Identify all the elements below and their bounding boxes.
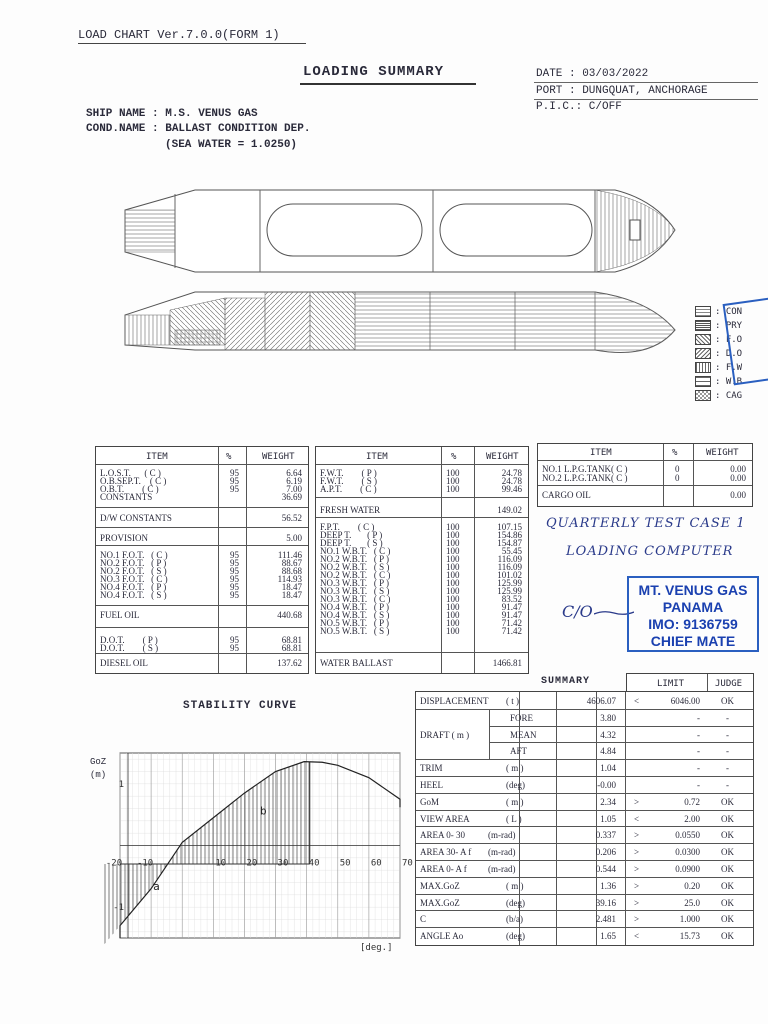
table-cell-weight: 88.68 xyxy=(281,566,302,576)
summary-unit: (m-rad) xyxy=(488,864,516,874)
table-cell-item: NO.2 W.B.T. ( C ) xyxy=(320,570,391,580)
form-label: LOAD CHART Ver.7.0.0(FORM 1) xyxy=(78,28,280,42)
summary-unit: (deg) xyxy=(506,931,525,942)
column-divider xyxy=(489,709,490,759)
table-cell-item: O.B.SEP.T. ( C ) xyxy=(100,476,167,486)
summary-limit: 0.0900 xyxy=(675,864,700,874)
table-cell-item: NO.2 F.O.T. ( P ) xyxy=(100,558,167,568)
diagonal-pattern-icon xyxy=(695,334,711,345)
summary-label: ANGLE Ao xyxy=(420,931,464,942)
y-tick-label: -1 xyxy=(113,903,124,914)
table-cell-pct: 95 xyxy=(230,566,239,576)
summary-judge: OK xyxy=(721,914,734,925)
table-cell-item: NO.3 W.B.T. ( C ) xyxy=(320,594,391,604)
table-cell-pct: 100 xyxy=(446,468,460,478)
row-divider xyxy=(416,860,753,861)
table-cell-pct: 100 xyxy=(446,602,460,612)
summary-unit: ( m ) xyxy=(506,796,524,807)
table-cell-weight: 125.99 xyxy=(497,586,522,596)
legend-item: : CON xyxy=(695,306,742,317)
table-cell-item: NO.3 W.B.T. ( P ) xyxy=(320,578,390,588)
column-header: LIMIT xyxy=(657,679,685,689)
summary-value: 39.16 xyxy=(595,897,616,908)
table-cell-weight: 116.09 xyxy=(497,562,522,572)
summary-judge: - xyxy=(726,729,729,740)
legend-item: : F.W xyxy=(695,362,742,373)
summary-op: > xyxy=(634,847,640,858)
column-header: ITEM xyxy=(366,452,388,462)
table-cell-weight: 68.81 xyxy=(281,635,302,645)
table-cell-item: L.O.S.T. ( C ) xyxy=(100,468,161,478)
table-cargo xyxy=(537,443,753,507)
x-tick-label: -10 xyxy=(136,858,154,869)
checker-pattern-icon xyxy=(695,390,711,401)
summary-limit: 0.0300 xyxy=(675,847,700,858)
summary-value: 0.544 xyxy=(595,864,616,874)
summary-limit: - xyxy=(697,746,700,757)
summary-judge: - xyxy=(726,746,729,757)
table-cell-weight: 6.19 xyxy=(286,476,302,486)
divider xyxy=(534,82,758,83)
table-cell-pct: 95 xyxy=(230,468,239,478)
summary-judge: OK xyxy=(721,796,734,807)
row-divider xyxy=(416,843,753,844)
x-tick-label: -20 xyxy=(105,858,123,869)
column-header: JUDGE xyxy=(715,679,743,689)
table-cell-item: NO.2 L.P.G.TANK( C ) xyxy=(542,473,628,483)
table-cell-item: NO.3 F.O.T. ( C ) xyxy=(100,574,168,584)
x-tick-label: 40 xyxy=(308,858,320,869)
summary-op: > xyxy=(634,880,640,891)
summary-limit: - xyxy=(697,729,700,740)
table-cell-pct: 95 xyxy=(230,590,239,600)
summary-judge: OK xyxy=(721,813,734,824)
row-divider xyxy=(489,742,753,743)
table-cell-pct: 100 xyxy=(446,594,460,604)
summary-unit: (m-rad) xyxy=(488,847,516,858)
table-cell-weight: 24.78 xyxy=(501,476,522,486)
handwritten-note: QUARTERLY TEST CASE 1 xyxy=(546,516,746,531)
summary-label: DISPLACEMENT xyxy=(420,696,489,706)
table-cell-pct: 100 xyxy=(446,554,460,564)
stamp-line: PANAMA xyxy=(662,599,724,615)
table-cell-pct: 95 xyxy=(230,635,239,645)
summary-label: DRAFT ( m ) xyxy=(420,729,470,740)
table-cell-pct: 100 xyxy=(446,546,460,556)
table-cell-pct: 100 xyxy=(446,562,460,572)
date-field: DATE : 03/03/2022 xyxy=(536,68,649,80)
table-cell-item: DIESEL OIL xyxy=(100,658,148,668)
back-diagonal-pattern-icon xyxy=(695,348,711,359)
summary-judge: OK xyxy=(721,897,734,908)
row-divider xyxy=(416,877,753,878)
row-divider xyxy=(416,759,753,760)
chart-title: STABILITY CURVE xyxy=(183,700,298,712)
table-cell-weight: 71.42 xyxy=(501,626,522,636)
table-cell-pct: 100 xyxy=(446,538,460,548)
y-tick-label: 1 xyxy=(118,779,124,790)
table-cell-item: CONSTANTS xyxy=(100,492,153,502)
table-cell-weight: 0.00 xyxy=(730,473,746,483)
table-cell-item: NO.3 W.B.T. ( S ) xyxy=(320,586,390,596)
table-cell-item: D.O.T. ( P ) xyxy=(100,635,158,645)
table-cell-pct: 100 xyxy=(446,578,460,588)
summary-unit: ( L ) xyxy=(506,813,522,824)
row-divider xyxy=(416,776,753,777)
table-cell-item: D/W CONSTANTS xyxy=(100,513,172,523)
summary-value: 1.65 xyxy=(600,931,616,942)
pic-field: P.I.C.: C/OFF xyxy=(536,101,622,113)
summary-sub: AFT xyxy=(510,746,528,757)
table-water xyxy=(315,446,529,674)
table-cell-item: NO.1 L.P.G.TANK( C ) xyxy=(542,464,628,474)
column-header: ITEM xyxy=(146,452,168,462)
summary-label: MAX.GoZ xyxy=(420,880,460,891)
summary-label: TRIM xyxy=(420,763,443,774)
table-cell-pct: 95 xyxy=(230,558,239,568)
table-cell-weight: 107.15 xyxy=(497,522,522,532)
table-cell-pct: 95 xyxy=(230,574,239,584)
summary-value: 0.337 xyxy=(595,830,616,841)
summary-limit: - xyxy=(697,712,700,723)
summary-value: 1.36 xyxy=(600,880,616,891)
x-tick-label: 50 xyxy=(339,858,351,869)
table-cell-weight: 24.78 xyxy=(501,468,522,478)
x-tick-label: 10 xyxy=(215,858,227,869)
grid-pattern-icon xyxy=(695,306,711,317)
table-cell-item: NO.4 F.O.T. ( S ) xyxy=(100,590,167,600)
table-cell-weight: 7.00 xyxy=(286,484,302,494)
table-cell-pct: 100 xyxy=(446,610,460,620)
summary-judge: - xyxy=(726,763,729,774)
table-cell-pct: 0 xyxy=(675,473,680,483)
ship-profile-drawing xyxy=(115,180,685,360)
table-cell-weight: 6.64 xyxy=(286,468,302,478)
ship-name: SHIP NAME : M.S. VENUS GAS xyxy=(86,108,258,120)
y-axis-unit: (m) xyxy=(90,770,107,780)
stamp-line: MT. VENUS GAS xyxy=(638,582,748,598)
table-cell-pct: 100 xyxy=(446,618,460,628)
summary-limit: 25.0 xyxy=(684,897,700,908)
table-constants-oils xyxy=(95,446,309,674)
summary-judge: OK xyxy=(721,931,734,942)
summary-limit: 2.00 xyxy=(684,813,700,824)
table-cell-pct: 0 xyxy=(675,464,680,474)
summary-limit: 1.000 xyxy=(679,914,700,925)
table-cell-pct: 100 xyxy=(446,476,460,486)
divider xyxy=(534,99,758,100)
table-cell-weight: 149.02 xyxy=(497,505,522,515)
horizontal-pattern-icon xyxy=(695,376,711,387)
table-cell-item: CARGO OIL xyxy=(542,490,591,500)
summary-value: 4.84 xyxy=(600,746,616,757)
table-cell-weight: 0.00 xyxy=(730,490,746,500)
stability-chart xyxy=(95,748,415,958)
table-cell-weight: 154.87 xyxy=(497,538,522,548)
legend-item: : CAG xyxy=(695,390,742,401)
officer-stamp xyxy=(627,576,759,652)
row-divider xyxy=(96,627,308,628)
table-cell-weight: 91.47 xyxy=(501,602,522,612)
summary-op: < xyxy=(634,931,640,942)
title-underline xyxy=(300,83,476,85)
table-cell-weight: 99.46 xyxy=(501,484,522,494)
summary-op: > xyxy=(634,897,640,908)
summary-unit: (deg) xyxy=(506,897,525,908)
table-cell-pct: 95 xyxy=(230,476,239,486)
legend-item: : F.O xyxy=(695,334,742,345)
table-cell-weight: 56.52 xyxy=(281,513,302,523)
column-header: % xyxy=(672,448,678,458)
column-divider xyxy=(556,692,557,945)
table-cell-pct: 95 xyxy=(230,484,239,494)
table-cell-item: O.B.T. ( C ) xyxy=(100,484,159,494)
table-cell-item: NO.2 W.B.T. ( P ) xyxy=(320,554,390,564)
table-cell-item: NO.1 W.B.T. ( C ) xyxy=(320,546,391,556)
column-header: % xyxy=(226,452,232,462)
table-cell-weight: 5.00 xyxy=(286,533,302,543)
summary-label: GoM xyxy=(420,796,440,807)
stamp-line: IMO: 9136759 xyxy=(648,616,738,632)
table-cell-pct: 95 xyxy=(230,582,239,592)
table-cell-item: NO.5 W.B.T. ( P ) xyxy=(320,618,390,628)
area-a-label: a xyxy=(153,880,160,893)
table-cell-item: DEEP T. ( P ) xyxy=(320,530,383,540)
table-cell-item: NO.2 F.O.T. ( S ) xyxy=(100,566,167,576)
table-cell-weight: 83.52 xyxy=(501,594,522,604)
summary-value: -0.00 xyxy=(597,780,616,790)
x-axis-label: [deg.] xyxy=(360,943,393,953)
summary-limit: - xyxy=(697,763,700,774)
table-cell-weight: 114.93 xyxy=(277,574,302,584)
table-cell-item: F.W.T. ( P ) xyxy=(320,468,377,478)
row-divider xyxy=(96,605,308,606)
table-cell-item: NO.4 F.O.T. ( P ) xyxy=(100,582,167,592)
table-cell-weight: 91.47 xyxy=(501,610,522,620)
table-cell-item: D.O.T. ( S ) xyxy=(100,643,159,653)
table-cell-item: FRESH WATER xyxy=(320,505,381,515)
row-divider xyxy=(96,545,308,546)
table-cell-item: NO.5 W.B.T. ( S ) xyxy=(320,626,390,636)
stamp-line: CHIEF MATE xyxy=(650,633,736,649)
handwritten-signature: C/O xyxy=(562,602,593,621)
dense-grid-pattern-icon xyxy=(695,320,711,331)
table-cell-weight: 1466.81 xyxy=(492,658,522,668)
table-cell-pct: 100 xyxy=(446,484,460,494)
summary-judge: OK xyxy=(721,696,734,706)
summary-op: < xyxy=(634,813,640,824)
table-cell-pct: 100 xyxy=(446,570,460,580)
summary-unit: (m-rad) xyxy=(488,830,516,841)
column-divider xyxy=(625,692,626,945)
summary-value: 0.206 xyxy=(595,847,616,858)
summary-title: SUMMARY xyxy=(541,676,591,687)
summary-op: > xyxy=(634,914,640,925)
summary-limit: 0.20 xyxy=(684,880,700,891)
row-divider xyxy=(416,894,753,895)
summary-unit: ( t ) xyxy=(506,696,519,706)
x-tick-label: 20 xyxy=(246,858,258,869)
table-cell-item: PROVISION xyxy=(100,533,149,543)
summary-judge: OK xyxy=(721,864,734,874)
summary-value: 3.80 xyxy=(600,712,616,723)
summary-value: 1.04 xyxy=(600,763,616,774)
table-cell-weight: 0.00 xyxy=(730,464,746,474)
summary-judge: OK xyxy=(721,880,734,891)
table-cell-weight: 36.69 xyxy=(281,492,302,502)
table-cell-weight: 101.02 xyxy=(497,570,522,580)
table-cell-weight: 116.09 xyxy=(497,554,522,564)
table-cell-weight: 125.99 xyxy=(497,578,522,588)
summary-label: AREA 0- A f xyxy=(420,864,467,874)
summary-value: 2.481 xyxy=(595,914,616,925)
table-cell-pct: 100 xyxy=(446,522,460,532)
row-divider xyxy=(316,652,528,653)
row-divider xyxy=(416,927,753,928)
summary-value: 4606.07 xyxy=(586,696,616,706)
summary-limit: 6046.00 xyxy=(670,696,700,706)
table-cell-weight: 18.47 xyxy=(281,590,302,600)
form-label-underline xyxy=(78,43,306,44)
summary-limit: 15.73 xyxy=(679,931,700,942)
summary-label: MAX.GoZ xyxy=(420,897,460,908)
table-cell-item: NO.2 W.B.T. ( S ) xyxy=(320,562,390,572)
x-tick-label: 30 xyxy=(277,858,289,869)
table-cell-pct: 100 xyxy=(446,626,460,636)
summary-unit: ( m ) xyxy=(506,880,524,891)
table-cell-weight: 55.45 xyxy=(501,546,522,556)
ship-tank-plan xyxy=(125,292,675,353)
vertical-pattern-icon xyxy=(695,362,711,373)
table-cell-weight: 440.68 xyxy=(277,610,302,620)
table-cell-pct: 95 xyxy=(230,550,239,560)
table-cell-item: FUEL OIL xyxy=(100,610,140,620)
table-cell-item: NO.4 W.B.T. ( S ) xyxy=(320,610,390,620)
summary-table xyxy=(415,691,754,946)
area-b-label: b xyxy=(260,804,267,818)
x-tick-label: 70 xyxy=(402,858,413,869)
sea-water-density: (SEA WATER = 1.0250) xyxy=(165,139,298,151)
row-divider xyxy=(316,517,528,518)
y-axis-label: GoZ xyxy=(90,757,107,767)
summary-label: HEEL xyxy=(420,780,443,790)
row-divider xyxy=(538,485,752,486)
summary-op: > xyxy=(634,864,640,874)
table-cell-item: A.P.T. ( C ) xyxy=(320,484,377,494)
table-cell-item: F.W.T. ( S ) xyxy=(320,476,378,486)
summary-op: > xyxy=(634,830,640,841)
summary-limit: - xyxy=(697,780,700,790)
column-header: ITEM xyxy=(590,448,612,458)
summary-op: < xyxy=(634,696,640,706)
table-cell-pct: 100 xyxy=(446,586,460,596)
summary-sub: FORE xyxy=(510,712,534,723)
legend-item: : D.O xyxy=(695,348,742,359)
summary-op: > xyxy=(634,796,640,807)
summary-judge: - xyxy=(726,780,729,790)
summary-unit: ( m ) xyxy=(506,763,524,774)
port-field: PORT : DUNGQUAT, ANCHORAGE xyxy=(536,85,708,97)
row-divider xyxy=(316,497,528,498)
summary-unit: (deg) xyxy=(506,780,525,790)
summary-sub: MEAN xyxy=(510,729,537,740)
ship-upper-plan xyxy=(125,190,675,272)
row-divider xyxy=(416,793,753,794)
row-divider xyxy=(489,726,753,727)
table-cell-item: NO.4 W.B.T. ( P ) xyxy=(320,602,390,612)
table-cell-weight: 88.67 xyxy=(281,558,302,568)
row-divider xyxy=(416,826,753,827)
column-header: % xyxy=(451,452,457,462)
summary-judge: - xyxy=(726,712,729,723)
row-divider xyxy=(416,910,753,911)
row-divider xyxy=(416,810,753,811)
legend-item: : W.B xyxy=(695,376,742,387)
table-cell-item: NO.1 F.O.T. ( C ) xyxy=(100,550,168,560)
table-cell-weight: 137.62 xyxy=(277,658,302,668)
row-divider xyxy=(96,507,308,508)
summary-value: 1.05 xyxy=(600,813,616,824)
summary-label: C xyxy=(420,914,427,925)
row-divider xyxy=(416,709,753,710)
page-title: LOADING SUMMARY xyxy=(303,64,445,80)
summary-value: 4.32 xyxy=(600,729,616,740)
summary-limit: 0.0550 xyxy=(675,830,700,841)
summary-label: VIEW AREA xyxy=(420,813,470,824)
table-cell-pct: 100 xyxy=(446,530,460,540)
table-cell-weight: 154.86 xyxy=(497,530,522,540)
row-divider xyxy=(96,653,308,654)
table-cell-item: F.P.T. ( C ) xyxy=(320,522,375,532)
table-cell-weight: 111.46 xyxy=(277,550,302,560)
summary-label: AREA 30- A f xyxy=(420,847,472,858)
table-cell-weight: 71.42 xyxy=(501,618,522,628)
summary-judge: OK xyxy=(721,830,734,841)
table-cell-item: DEEP T. ( S ) xyxy=(320,538,383,548)
handwritten-note: LOADING COMPUTER xyxy=(566,544,734,559)
column-header: WEIGHT xyxy=(706,448,739,458)
summary-label: AREA 0- 30 xyxy=(420,830,465,841)
x-tick-label: 60 xyxy=(370,858,382,869)
summary-unit: (b/a) xyxy=(506,914,523,925)
summary-value: 2.34 xyxy=(600,796,616,807)
legend-item: : PRY xyxy=(695,320,742,331)
summary-judge: OK xyxy=(721,847,734,858)
table-cell-item: WATER BALLAST xyxy=(320,658,393,668)
row-divider xyxy=(96,527,308,528)
table-cell-weight: 18.47 xyxy=(281,582,302,592)
table-cell-pct: 95 xyxy=(230,643,239,653)
column-header: WEIGHT xyxy=(262,452,295,462)
table-cell-weight: 68.81 xyxy=(281,643,302,653)
column-header: WEIGHT xyxy=(486,452,519,462)
summary-limit: 0.72 xyxy=(684,796,700,807)
condition-name: COND.NAME : BALLAST CONDITION DEP. xyxy=(86,123,311,135)
